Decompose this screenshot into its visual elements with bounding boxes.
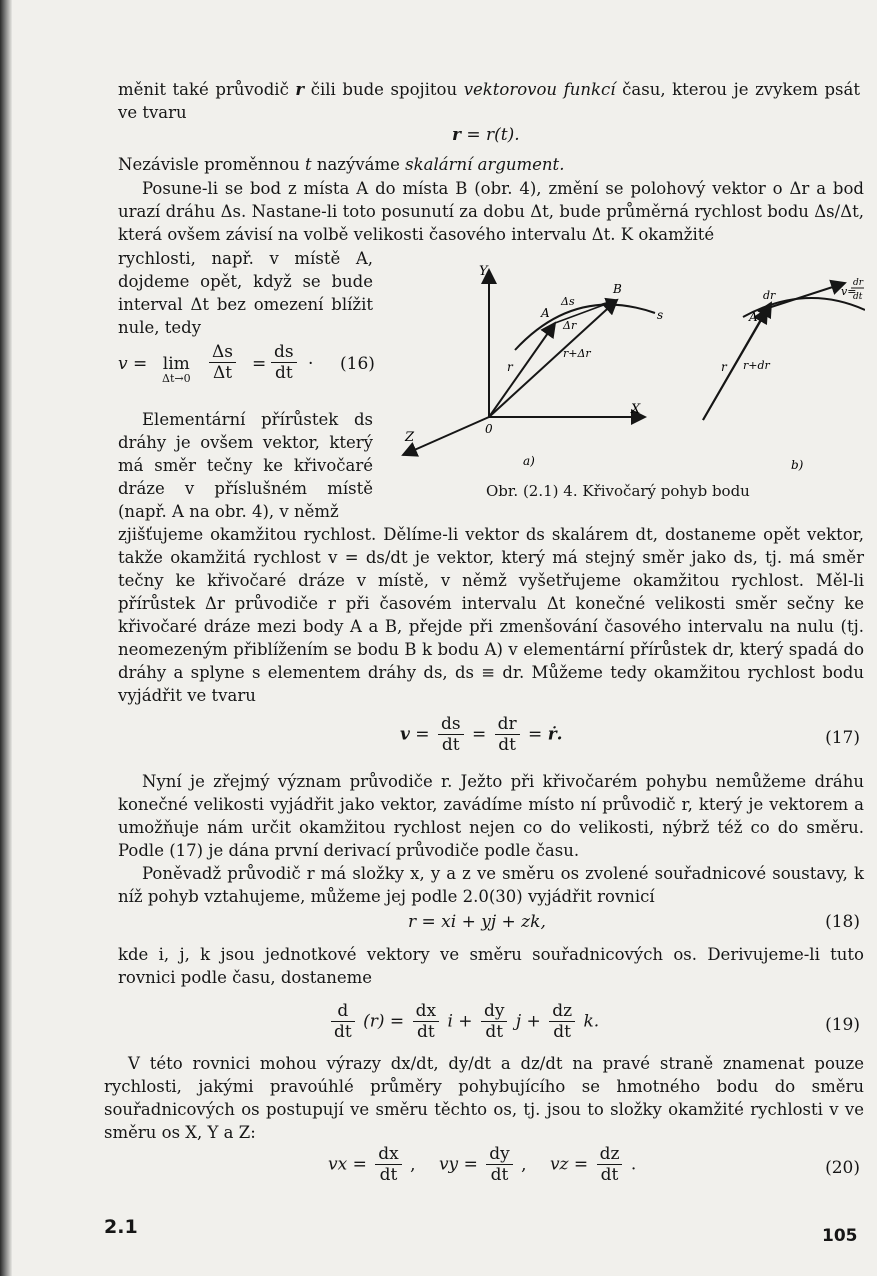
equation-r-of-t bbox=[452, 125, 520, 145]
eq19-frac-y-num: dy bbox=[481, 1001, 508, 1022]
eq19-r: (r) = bbox=[363, 1011, 405, 1032]
intro-text-a: měnit také průvodič bbox=[118, 80, 289, 99]
fig-a-label-z: Z bbox=[405, 430, 415, 445]
scalar-text-a: Nezávisle proměnnou bbox=[118, 155, 300, 174]
eq17-r-dot: ṙ. bbox=[547, 724, 563, 745]
equation-18 bbox=[118, 912, 860, 938]
eq19-k: k. bbox=[583, 1011, 600, 1032]
fig-b-velocity bbox=[765, 283, 845, 309]
eq20-frac-x-den: dt bbox=[379, 1165, 398, 1185]
eq20-end: . bbox=[630, 1154, 637, 1175]
fig-b-dr: dr bbox=[763, 289, 776, 302]
eq16-equals: = bbox=[133, 354, 148, 374]
eq16-number: (16) bbox=[340, 354, 375, 374]
scalar-text-b: nazýváme bbox=[316, 155, 400, 174]
eq17-frac2-num: dr bbox=[495, 714, 520, 735]
eq17-frac1 bbox=[438, 714, 464, 755]
eq17-number: (17) bbox=[825, 728, 860, 748]
eq16-dot: · bbox=[308, 354, 314, 374]
eq20-frac-z bbox=[597, 1144, 623, 1185]
eq20-vx: vx = bbox=[328, 1154, 367, 1175]
equation-16 bbox=[118, 342, 373, 398]
eq19-frac-x-num: dx bbox=[413, 1001, 439, 1022]
fig-a-s: s bbox=[657, 308, 664, 322]
fig-b-v: v= bbox=[841, 285, 857, 298]
fig-b-label: b) bbox=[791, 458, 804, 472]
paragraph-components: Poněvadž průvodič r má složky x, y a z ve směru os zvolené souřadnicové soustavy, k níž pohyb vztahujeme, můžeme jej podle 2.0(30) vyjádřit rovnicí bbox=[118, 864, 864, 906]
eq17-equals: = bbox=[415, 724, 430, 745]
fig-b-curve bbox=[743, 298, 865, 317]
intro-text-c: času, kterou je zvykem psát ve tvaru bbox=[118, 80, 860, 122]
fig-a-point-a: A bbox=[541, 306, 550, 320]
eq16-equals-2: = bbox=[252, 354, 267, 374]
eq17-frac2-den: dt bbox=[498, 735, 516, 755]
eq17-equals-2: = bbox=[471, 724, 487, 745]
fig-a-ds: Δs bbox=[561, 295, 575, 308]
eq19-frac-d bbox=[331, 1001, 355, 1042]
scalar-t: t bbox=[304, 155, 312, 174]
eq16-lim: lim bbox=[162, 354, 190, 374]
eq19-frac-d-num: d bbox=[331, 1001, 355, 1022]
eq16-frac1-num: Δs bbox=[209, 342, 236, 363]
eq20-comma-2: , bbox=[521, 1154, 527, 1175]
eq20-frac-y bbox=[486, 1144, 513, 1185]
eq19-frac-z-num: dz bbox=[549, 1001, 575, 1022]
eq20-number: (20) bbox=[825, 1158, 860, 1178]
eq19-number: (19) bbox=[825, 1015, 860, 1035]
paragraph-elem-cont: zjišťujeme okamžitou rychlost. Dělíme-li vektor ds skalárem dt, dostaneme opět vektor, takže okamžitá rychlost v = ds/dt je vektor, který má stejný směr jako ds, tj. má směr tečny ke křivočaré dráze v místě, v němž vyšetřujeme okamžitou rychlost. Měl-li přírůstek Δr průvodiče r při časovém intervalu Δt konečné velikosti směr sečny ke křivočaré dráze mezi body A a B, přejde při zmenšování časového intervalu na nulu (tj. neomezeným přiblížením se bodu B k bodu A) v elementární přírůstek dr, který spadá do dráhy a splyne s elementem dráhy ds, ds ≡ dr. Můžeme tedy okamžitou rychlost bodu vyjádřit ve tvaru bbox=[118, 525, 864, 705]
fig-a-label-y: Y bbox=[479, 264, 488, 279]
eq17-frac1-den: dt bbox=[441, 735, 460, 755]
eq19-j: j + bbox=[515, 1011, 541, 1032]
fig-b-r-plus-dr: r+dr bbox=[743, 359, 770, 372]
paragraph-elem-left: Elementární přírůstek ds dráhy je ovšem vektor, který má směr tečny ke křivočaré dráze v příslušném místě (např. A na obr. 4), v němž bbox=[118, 410, 373, 521]
eq19-frac-z bbox=[549, 1001, 575, 1042]
eq20-frac-z-den: dt bbox=[600, 1165, 619, 1185]
eq18-text: r = xi + yj + zk, bbox=[408, 912, 546, 932]
eq16-frac2-num: ds bbox=[271, 342, 297, 363]
eq20-vy: vy = bbox=[438, 1154, 478, 1175]
eq17-frac2 bbox=[495, 714, 520, 755]
intro-text-b: čili bude spojitou bbox=[310, 80, 458, 99]
fig-a-z-axis bbox=[403, 417, 489, 455]
eq-r-lhs: r bbox=[452, 125, 461, 145]
fig-a-vector-r-plus-dr bbox=[489, 300, 617, 417]
page-binding-edge bbox=[0, 0, 12, 1276]
intro-term: vektorovou funkcí bbox=[463, 80, 616, 99]
eq17-frac1-num: ds bbox=[438, 714, 464, 735]
fig-a-dr: Δr bbox=[563, 319, 577, 332]
eq19-frac-x bbox=[413, 1001, 439, 1042]
fig-a-label-x: X bbox=[631, 402, 641, 417]
eq20-frac-y-num: dy bbox=[486, 1144, 513, 1165]
eq20-vz: vz = bbox=[549, 1154, 589, 1175]
paragraph-scalar bbox=[118, 153, 860, 176]
eq17-equals-3: = bbox=[528, 724, 543, 745]
eq20-frac-z-num: dz bbox=[597, 1144, 623, 1165]
eq20-frac-x-num: dx bbox=[375, 1144, 401, 1165]
equation-20 bbox=[118, 1144, 860, 1194]
eq19-frac-z-den: dt bbox=[553, 1022, 571, 1042]
eq19-frac-y-den: dt bbox=[485, 1022, 504, 1042]
paragraph-units: kde i, j, k jsou jednotkové vektory ve směru souřadnicových os. Derivujeme-li tuto rovnici podle času, dostaneme bbox=[118, 945, 864, 987]
fig-a-vector-r bbox=[489, 323, 555, 417]
eq16-frac1 bbox=[209, 342, 236, 383]
paragraph-meaning: Nyní je zřejmý význam průvodiče r. Ježto při křivočarém pohybu nemůžeme dráhu konečné velikosti vyjádřit jako vektor, zavádíme místo ní průvodič r, který je vektorem a umožňuje nám určit okamžitou rychlost nejen co do velikosti, nýbrž též co do směru. Podle (17) je dána první derivací průvodiče podle času. bbox=[118, 772, 864, 860]
eq16-lim-sub: Δt→0 bbox=[162, 372, 191, 385]
fig-b-vfrac-den: dt bbox=[853, 292, 863, 302]
footer-section: 2.1 bbox=[104, 1216, 138, 1238]
intro-r: r bbox=[295, 80, 305, 99]
equation-17 bbox=[118, 714, 860, 766]
paragraph-move-left: rychlosti, např. v místě A, dojdeme opět, když se bude interval Δt bez omezení blížit nule, tedy bbox=[118, 249, 373, 337]
eq-r-rhs: r(t). bbox=[486, 125, 520, 145]
eq16-frac2 bbox=[271, 342, 297, 383]
eq16-frac1-den: Δt bbox=[212, 363, 233, 383]
figure-caption: Obr. (2.1) 4. Křivočarý pohyb bodu bbox=[486, 482, 750, 500]
fig-a-point-b: B bbox=[613, 282, 622, 296]
scalar-term: skalární argument. bbox=[405, 155, 565, 174]
equation-19 bbox=[118, 1001, 860, 1051]
fig-a-r: r bbox=[507, 360, 513, 374]
figure-curvilinear-motion bbox=[395, 255, 865, 505]
fig-a-r-plus-dr: r+Δr bbox=[563, 347, 591, 360]
eq20-frac-y-den: dt bbox=[490, 1165, 509, 1185]
paragraph-last: V této rovnici mohou výrazy dx/dt, dy/dt a dz/dt na pravé straně znamenat pouze rychlosti, jakými pravoúhlé průměry pohybujícího se hmotného bodu do směru souřadnicových os postupují ve směru těchto os, tj. jsou to složky okamžité rychlosti v ve směru os X, Y a Z: bbox=[104, 1054, 864, 1142]
eq19-frac-y bbox=[481, 1001, 508, 1042]
eq16-frac2-den: dt bbox=[274, 363, 293, 383]
fig-b-r: r bbox=[721, 360, 727, 374]
paragraph-intro bbox=[118, 78, 860, 124]
eq20-frac-x bbox=[375, 1144, 401, 1185]
eq20-comma-1: , bbox=[410, 1154, 416, 1175]
eq19-i: i + bbox=[447, 1011, 473, 1032]
eq16-v: v bbox=[118, 354, 128, 374]
eq19-frac-x-den: dt bbox=[416, 1022, 435, 1042]
eq19-frac-d-den: dt bbox=[334, 1022, 352, 1042]
paragraph-move: Posune-li se bod z místa A do místa B (obr. 4), změní se polohový vektor o Δr a bod urazí dráhu Δs. Nastane-li toto posunutí za dobu Δt, bude průměrná rychlost bodu Δs/Δt, která ovšem závisí na volbě velikosti časového intervalu Δt. K okamžité bbox=[118, 179, 864, 244]
fig-a-label: a) bbox=[523, 454, 535, 468]
eq17-v: v bbox=[400, 724, 410, 745]
fig-b-vfrac-num: dr bbox=[853, 278, 864, 288]
eq-r-equals: = bbox=[466, 125, 481, 145]
footer-page-number: 105 bbox=[822, 1226, 858, 1246]
eq18-number: (18) bbox=[825, 912, 860, 932]
fig-b-point-a: A bbox=[749, 310, 758, 324]
fig-a-origin: 0 bbox=[485, 422, 493, 436]
